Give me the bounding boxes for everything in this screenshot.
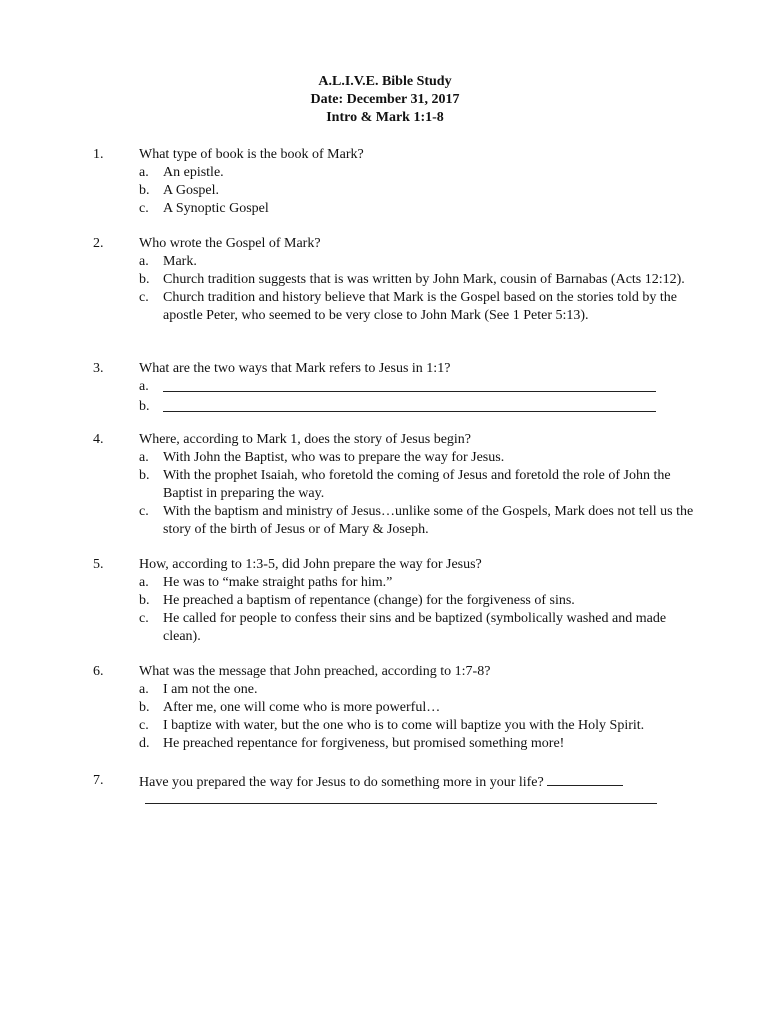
answer-blank[interactable] (163, 398, 656, 412)
option-list (139, 449, 699, 539)
question-number: 3. (93, 361, 104, 376)
question-number: 1. (93, 147, 104, 162)
option: c. Church tradition and history believe that Mark is the Gospel based on the stories told by the apostle Peter, who seemed to be very close to John Mark (See 1 Peter 5:13). (139, 290, 678, 323)
option-list (139, 681, 699, 753)
option: c. I baptize with water, but the one who is to come will baptize you with the Holy Spirit. (139, 718, 645, 733)
option: a. An epistle. (139, 165, 224, 180)
question-text: What was the message that John preached, according to 1:7-8? (139, 664, 491, 679)
question-text: Where, according to Mark 1, does the story of Jesus begin? (139, 432, 472, 447)
option: b. (139, 398, 699, 418)
option: a. He was to “make straight paths for him.” (139, 575, 393, 590)
option-list (139, 164, 699, 218)
option: a. Mark. (139, 254, 197, 269)
option: b. After me, one will come who is more powerful… (139, 700, 441, 715)
answer-line[interactable] (145, 803, 657, 804)
question-number: 6. (93, 664, 104, 679)
question-number: 2. (93, 236, 104, 251)
document-title: A.L.I.V.E. Bible Study (318, 74, 452, 89)
option: c. A Synoptic Gospel (139, 201, 269, 216)
question-number: 5. (93, 557, 104, 572)
question-number: 4. (93, 432, 104, 447)
option: c. With the baptism and ministry of Jesus…unlike some of the Gospels, Mark does not tell us the story of the birth of Jesus or of Mary & Joseph. (139, 504, 694, 537)
option: c. He called for people to confess their sins and be baptized (symbolically washed and made clean). (139, 611, 667, 644)
question-text: What are the two ways that Mark refers to Jesus in 1:1? (139, 361, 451, 376)
option-list (139, 574, 699, 646)
document-subtitle: Intro & Mark 1:1-8 (326, 110, 444, 125)
answer-blank[interactable] (163, 378, 656, 392)
option: d. He preached repentance for forgiveness, but promised something more! (139, 736, 565, 751)
question-text: What type of book is the book of Mark? (139, 147, 364, 162)
option: a. (139, 378, 699, 398)
document-header (0, 73, 770, 127)
question-text: How, according to 1:3-5, did John prepare the way for Jesus? (139, 557, 482, 572)
option: b. With the prophet Isaiah, who foretold the coming of Jesus and foretold the role of John the Baptist in preparing the way. (139, 468, 671, 501)
option: a. With John the Baptist, who was to prepare the way for Jesus. (139, 450, 505, 465)
option: a. I am not the one. (139, 682, 258, 697)
option: b. Church tradition suggests that is was written by John Mark, cousin of Barnabas (Acts 12:12). (139, 272, 685, 287)
answer-blank[interactable] (547, 772, 623, 786)
question-text: Have you prepared the way for Jesus to do something more in your life? (139, 772, 699, 792)
option-list (139, 253, 699, 325)
option: b. He preached a baptism of repentance (change) for the forgiveness of sins. (139, 593, 575, 608)
option: b. A Gospel. (139, 183, 219, 198)
question-text: Who wrote the Gospel of Mark? (139, 236, 321, 251)
document-date: Date: December 31, 2017 (310, 92, 460, 107)
option-list (139, 378, 699, 418)
question-number: 7. (93, 773, 104, 788)
